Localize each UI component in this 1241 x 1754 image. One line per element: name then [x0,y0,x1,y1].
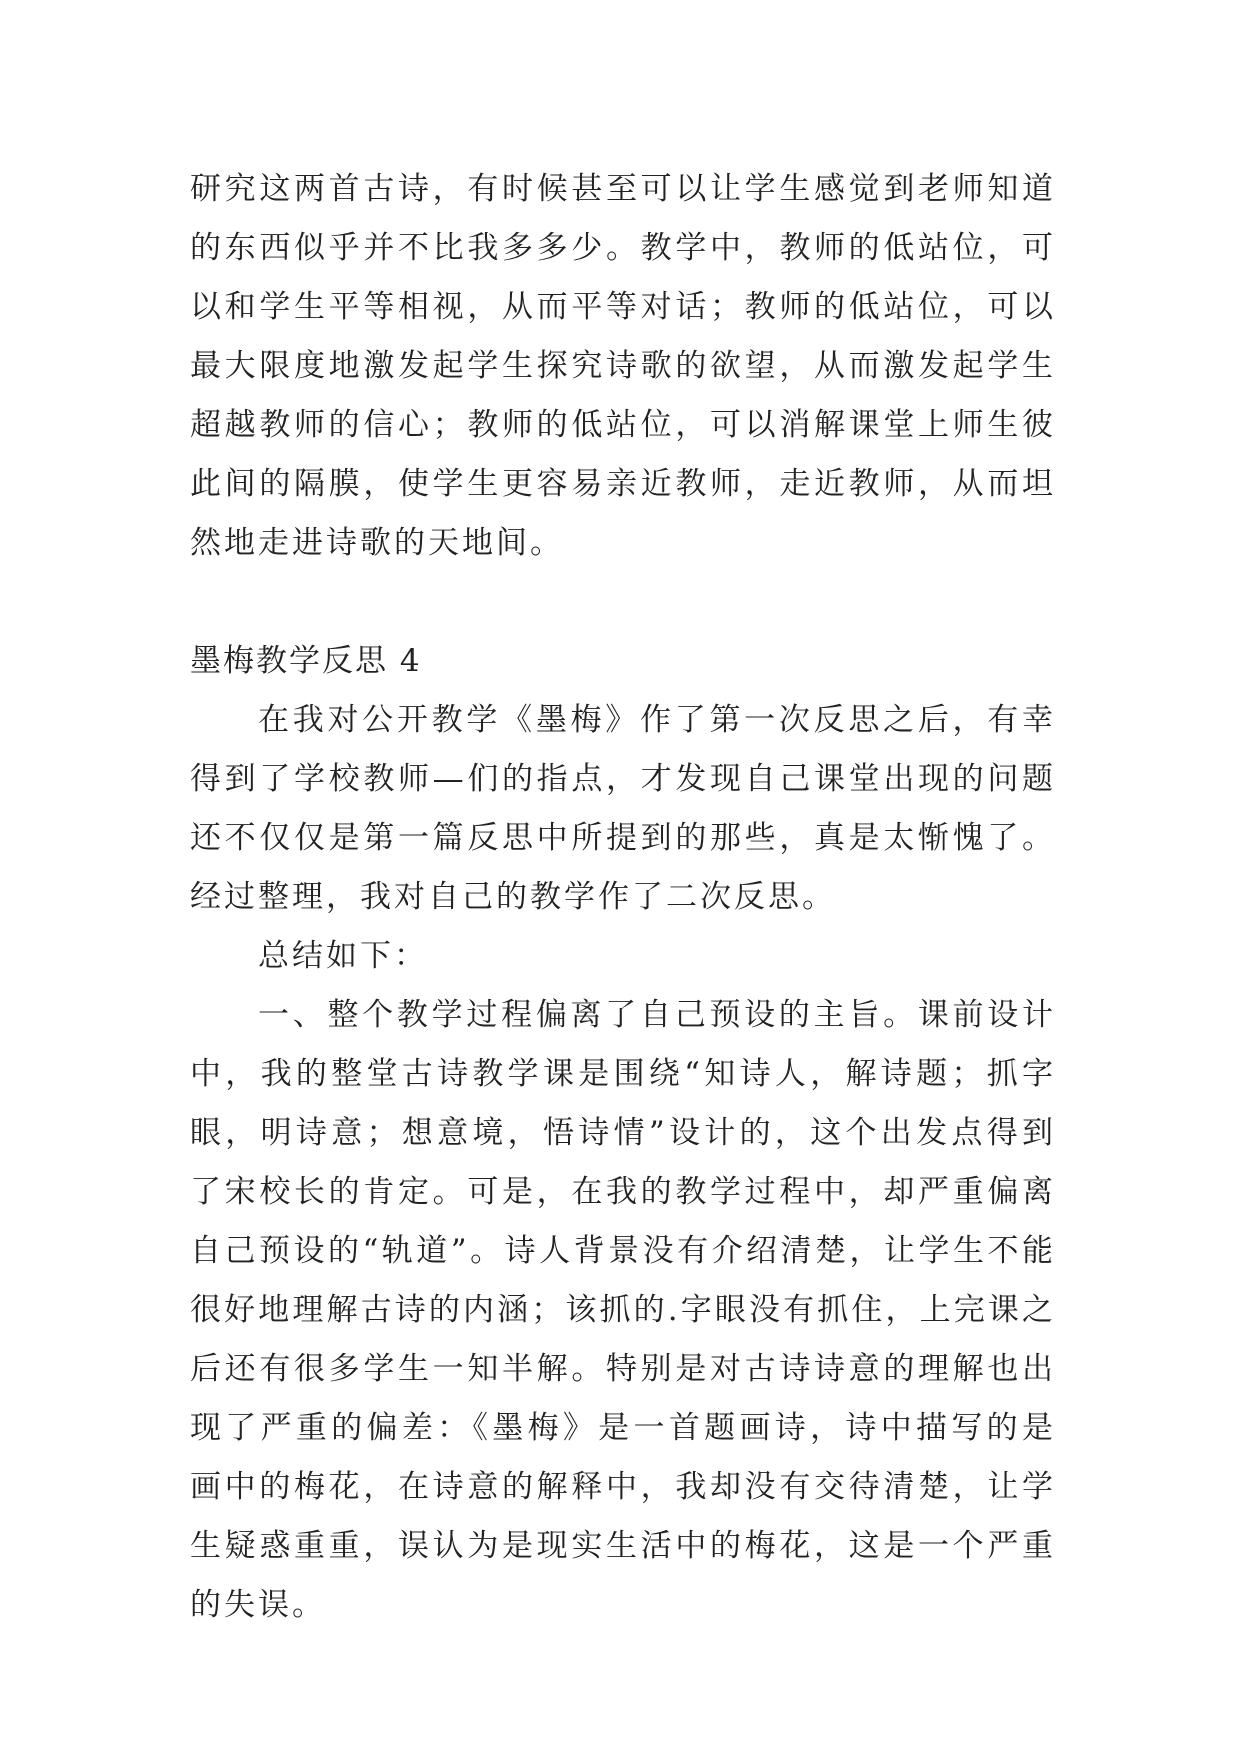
paragraph-intro: 在我对公开教学《墨梅》作了第一次反思之后，有幸得到了学校教师—们的指点，才发现自己课堂出现的问题还不仅仅是第一篇反思中所提到的那些，真是太惭愧了。经过整理，我对自己的教学作了二次反思。 [190,702,1056,915]
paragraph-continued: 研究这两首古诗，有时候甚至可以让学生感觉到老师知道的东西似乎并不比我多多少。教学中，教师的低站位，可以和学生平等相视，从而平等对话；教师的低站位，可以最大限度地激发起学生探究诗歌的欲望，从而激发起学生超越教师的信心；教师的低站位，可以消解课堂上师生彼此间的隔膜，使学生更容易亲近教师，走近教师，从而坦然地走进诗歌的天地间。 [190,171,1056,561]
section-title: 墨梅教学反思 4 [190,643,422,679]
paragraph-summary-label: 总结如下： [258,938,428,974]
document-body [190,160,1056,1635]
paragraph-point-one: 一、整个教学过程偏离了自己预设的主旨。课前设计中，我的整堂古诗教学课是围绕“知诗人，解诗题；抓字眼，明诗意；想意境，悟诗情”设计的，这个出发点得到了宋校长的肯定。可是，在我的教学过程中，却严重偏离自己预设的“轨道”。诗人背景没有介绍清楚，让学生不能很好地理解古诗的内涵；该抓的.字眼没有抓住，上完课之后还有很多学生一知半解。特别是对古诗诗意的理解也出现了严重的偏差：《墨梅》是一首题画诗，诗中描写的是画中的梅花，在诗意的解释中，我却没有交待清楚，让学生疑惑重重，误认为是现实生活中的梅花，这是一个严重的失误。 [190,997,1056,1623]
